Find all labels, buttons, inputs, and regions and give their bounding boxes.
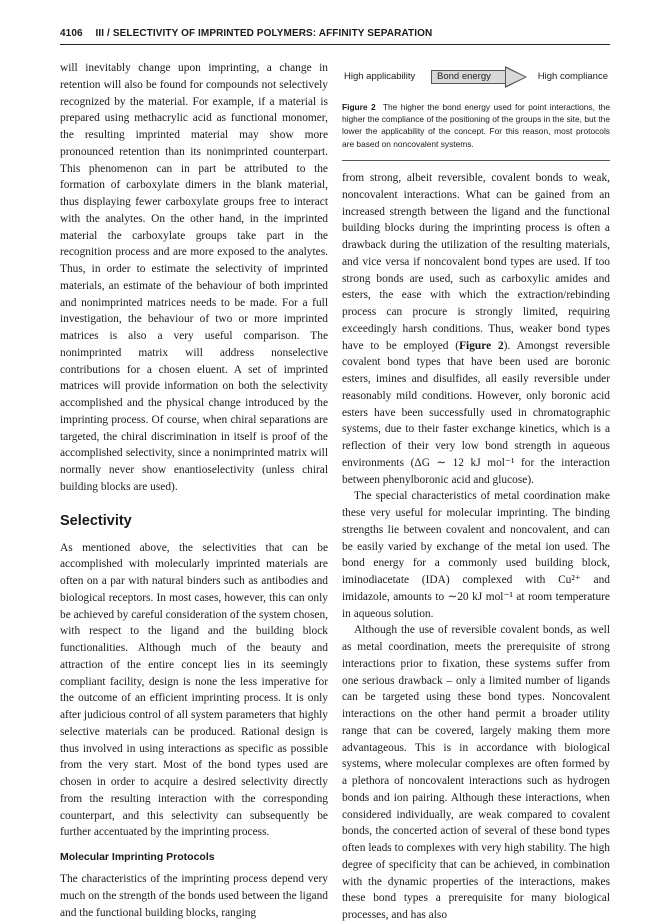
figure-right-label: High compliance [537, 71, 608, 82]
paragraph: Although the use of reversible covalent bonds, as well as metal coordination, meets the prerequisite of strong interactions prior to fixation, these systems suffer from one serious drawback – only a limited number of ligands can be targeted using these bond types. Noncovalent interactions on the other hand permit a broader utility range that can be covered, largely making them more advantageous. This is in accordance with biological systems, where molecular complexes are often formed by a plethora of noncovalent interactions such as hydrogen bonds and ion pairing. Although these interactions, when considered individually, are weak compared to covalent bonds, the concerted action of several of these bond types often leads to complexes with very high stability. The high degree of specificity that can be achieved, in combination with the dynamic properties of the interactions, makes these bond types a prerequisite for many biological processes, and has also [342, 624, 610, 921]
paragraph: As mentioned above, the selectivities that can be accomplished with molecularly imprinted materials are often on a par with natural binders such as antibodies and biological receptors. In most cases, however, this can only be achieved by careful consideration of the system chosen, with respect to the ligand and the building block functionalities. Although much of the beauty and attraction of the entire concept lies in its seemingly compliant facility, design is none the less imperative for the outcome of an efficient imprinting process. It is only after judicious control of all system parameters that highly selective materials can be produced. Rational design is thus involved in using interactions as specific as possible from the very start. Most of the bond types used are chosen in order to acquire a desired selectivity directly from the resulting interaction with the corresponding counterpart, and this selectivity can subsequently be further accentuated by the imprinting process. [60, 541, 328, 839]
paragraph: will inevitably change upon imprinting, a change in retention will also be found for compounds not selectively recognized by the material. For example, if a material is prepared using methacrylic acid as functional monomer, the resulting imprinted material may show more pronounced retention than its nonimprinted counterpart. This phenomenon can in part be attributed to the formation of carboxylate dimers in the blank material, thus displaying fewer carboxylate groups free to interact with the analytes. On the other hand, in the imprinted material the carboxylate groups take part in the recognition process and are more exposed to the analytes. Thus, in order to estimate the selectivity of imprinted materials, an estimate of the behaviour of both imprinted and nonimprinted matrices needs to be made. For a full investigation, the behaviour of two or more imprinted matrices is also a very useful comparison. The nonimprinted matrix will address nonselective contributions for a chosen eluent. A set of imprinted matrices will provide information on both the selectivity accomplished and the physical change introduced by the imprinting process. Of course, when chiral separations are targeted, the chiral discrimination in itself is proof of the accomplished selectivity, since a nonimprinted matrix will normally never show enantioselectivity (unless chiral building blocks are used). [60, 62, 328, 493]
arrow-label: Bond energy [437, 71, 491, 82]
page-number: 4106 [60, 28, 83, 39]
running-title: III / SELECTIVITY OF IMPRINTED POLYMERS: AFFINITY SEPARATION [95, 28, 433, 39]
section-heading-selectivity: Selectivity [60, 512, 132, 529]
figure-left-label: High applicability [344, 71, 416, 82]
caption-label: Figure 2 [342, 102, 376, 112]
caption-text: The higher the bond energy used for point interactions, the higher the compliance of the positioning of the groups in the site, but the lower the applicability of the concept. For this reason, most protocols are based on noncovalent systems. [342, 102, 610, 149]
paragraph-text: ). Amongst reversible covalent bond types that have been used are boronic esters, imines and disulfides, all easily reversible under reasonably mild conditions. However, only boronic acid esters have been successfully used in chromatographic systems, due to their faster exchange kinetics, which is a reflection of their very low bond strength in aqueous environments (ΔG ∼ 12 kJ mol⁻¹ for the interaction between phenylboronic acid and glucose). [342, 339, 610, 486]
left-column [60, 60, 328, 921]
running-header [60, 28, 610, 39]
figure-2-diagram [342, 66, 610, 88]
arrow-head-fill [506, 68, 525, 86]
paragraph: The special characteristics of metal coordination make these very useful for molecular imprinting. The binding strengths lie between covalent and noncovalent, and can be easily varied by exchange of the metal ion used. The bond energy for a commonly used building block, iminodiacetate (IDA) complexed with Cu²⁺ and imidazole, amounts to ∼20 kJ mol⁻¹ at room temperature in aqueous solution. [342, 490, 610, 620]
paragraph: The characteristics of the imprinting process depend very much on the strength of the bonds used between the ligand and the functional building blocks, ranging [60, 873, 328, 919]
subsection-heading-protocols: Molecular Imprinting Protocols [60, 851, 215, 863]
right-column [342, 170, 610, 924]
bond-energy-arrow [431, 66, 529, 88]
paragraph [342, 170, 610, 488]
figure-reference: Figure 2 [459, 339, 504, 352]
paragraph-text: from strong, albeit reversible, covalent bonds to weak, noncovalent interactions. What can be gained from an increased strength between the ligand and the functional building blocks during the imprinting process is often a drawback during the utilization of the resulting materials, and vice versa if noncovalent bond types are used. If too strong bonds are used, such as carboxylic amides and esters, the ease with which the extraction/rebinding process can procure is strongly limited, requiring exceedingly harsh conditions. Thus, weaker bond types have to be employed ( [342, 172, 610, 352]
caption-rule [342, 160, 610, 161]
header-rule [60, 44, 610, 45]
figure-2-caption [342, 101, 610, 150]
